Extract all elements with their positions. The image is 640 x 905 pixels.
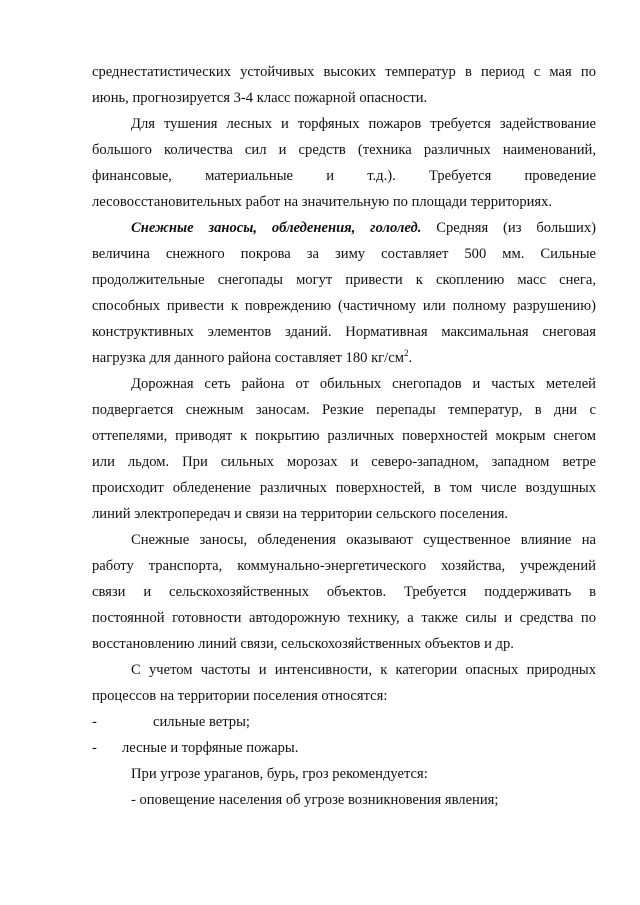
paragraph-line: Дорожная сеть района от обильных снегопадов и частых метелей [131, 376, 596, 392]
list-dash: - [92, 740, 97, 756]
paragraph-line: процессов на территории поселения относятся: [92, 688, 388, 704]
paragraph-line: способных привести к повреждению (частичному или полному разрушению) [92, 298, 596, 314]
paragraph-line: оттепелями, приводят к покрытию различных поверхностей мокрым снегом [92, 428, 596, 444]
paragraph-line: С учетом частоты и интенсивности, к категории опасных природных [131, 662, 596, 678]
paragraph-line: продолжительные снегопады могут привести к скоплению масс снега, [92, 272, 596, 288]
paragraph-line: финансовые, материальные и т.д.). Требуется проведение [92, 168, 596, 184]
paragraph-line: связи и сельскохозяйственных объектов. Требуется поддерживать в [92, 584, 596, 600]
paragraph-line: линий электропередач и связи на территории сельского поселения. [92, 506, 509, 522]
section-heading: Снежные заносы, обледенения, гололед. [131, 220, 422, 236]
paragraph-line: или льдом. При сильных морозах и северо-западном, западном ветре [92, 454, 596, 470]
paragraph-line: - оповещение населения об угрозе возникновения явления; [131, 792, 499, 808]
paragraph-line: лесовосстановительных работ на значительную по площади территориях. [92, 194, 553, 210]
paragraph-line: происходит обледенение различных поверхностей, в том числе воздушных [92, 480, 596, 496]
paragraph-line: среднестатистических устойчивых высоких температур в период с мая по [92, 64, 596, 80]
paragraph-line: подвергается снежным заносам. Резкие перепады температур, в дни с [92, 402, 596, 418]
load-text: нагрузка для данного района составляет 180 кг/см [92, 350, 404, 366]
paragraph-line: конструктивных элементов зданий. Нормативная максимальная снеговая [92, 324, 596, 340]
paragraph-line: июнь, прогнозируется 3-4 класс пожарной опасности. [92, 90, 428, 106]
heading-continuation: Средняя (из больших) [421, 220, 596, 236]
paragraph-line: При угрозе ураганов, бурь, гроз рекомендуется: [131, 766, 428, 782]
list-item-text: лесные и торфяные пожары. [122, 740, 299, 756]
paragraph-line: величина снежного покрова за зиму составляет 500 мм. Сильные [92, 246, 596, 262]
paragraph-line: большого количества сил и средств (техника различных наименований, [92, 142, 596, 158]
paragraph-line: постоянной готовности автодорожную технику, а также силы и средства по [92, 610, 596, 626]
list-item-text: сильные ветры; [153, 714, 250, 730]
paragraph-line: Снежные заносы, обледенения оказывают существенное влияние на [131, 532, 596, 548]
paragraph-line: восстановлению линий связи, сельскохозяйственных объектов и др. [92, 636, 514, 652]
paragraph-line: работу транспорта, коммунально-энергетического хозяйства, учреждений [92, 558, 596, 574]
paragraph-line [131, 218, 596, 238]
paragraph-line [92, 348, 596, 368]
list-dash: - [92, 714, 97, 730]
superscript: 2 [403, 348, 409, 358]
period: . [408, 350, 413, 366]
paragraph-line: Для тушения лесных и торфяных пожаров требуется задействование [131, 116, 596, 132]
